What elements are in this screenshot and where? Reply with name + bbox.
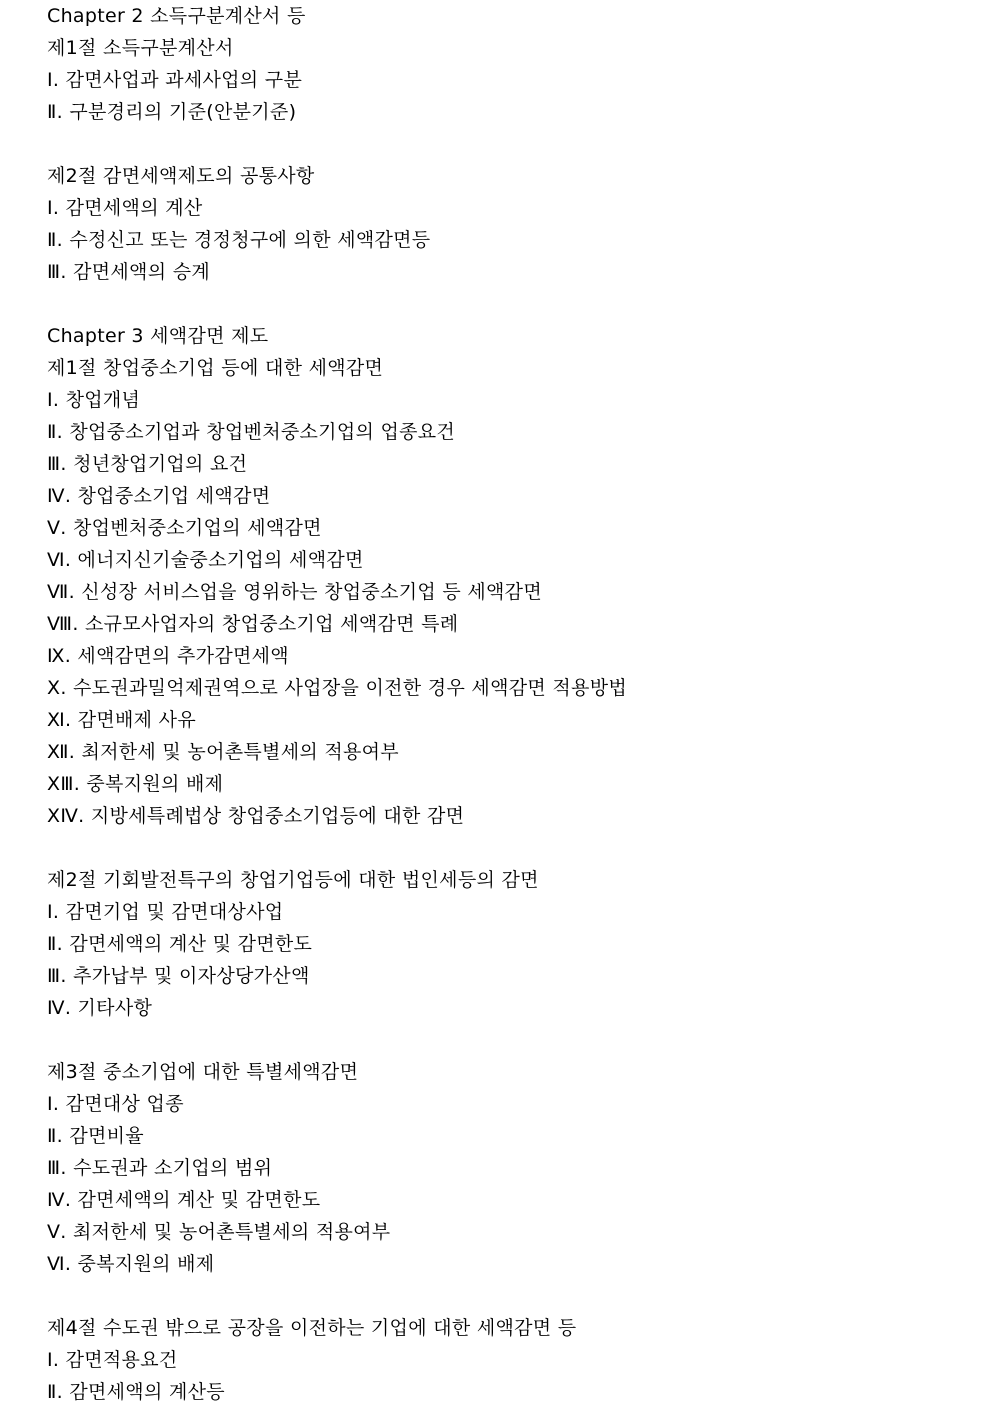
list-item: Ⅱ. 창업중소기업과 창업벤처중소기업의 업종요건 bbox=[47, 421, 456, 443]
blank-line bbox=[47, 128, 992, 160]
list-item: Ⅴ. 최저한세 및 농어촌특별세의 적용여부 bbox=[47, 1221, 391, 1243]
list-item: Ⅲ. 추가납부 및 이자상당가산액 bbox=[47, 965, 310, 987]
list-item: Ⅰ. 감면기업 및 감면대상사업 bbox=[47, 901, 284, 923]
list-item: ⅩⅢ. 중복지원의 배제 bbox=[47, 773, 224, 795]
section-heading: 제2절 감면세액제도의 공통사항 bbox=[47, 165, 315, 187]
list-item: Ⅹ. 수도권과밀억제권역으로 사업장을 이전한 경우 세액감면 적용방법 bbox=[47, 677, 628, 699]
blank-line bbox=[47, 832, 992, 864]
blank-line bbox=[47, 288, 992, 320]
list-item: Ⅲ. 감면세액의 승계 bbox=[47, 261, 210, 283]
blank-line bbox=[47, 1024, 992, 1056]
list-item: Ⅰ. 창업개념 bbox=[47, 389, 141, 411]
section-heading: 제1절 소득구분계산서 bbox=[47, 37, 234, 59]
list-item: Ⅸ. 세액감면의 추가감면세액 bbox=[47, 645, 289, 667]
section-heading: 제4절 수도권 밖으로 공장을 이전하는 기업에 대한 세액감면 등 bbox=[47, 1317, 577, 1339]
section-heading: 제2절 기회발전특구의 창업기업등에 대한 법인세등의 감면 bbox=[47, 869, 539, 891]
list-item: ⅩⅣ. 지방세특례법상 창업중소기업등에 대한 감면 bbox=[47, 805, 465, 827]
list-item: Ⅲ. 청년창업기업의 요건 bbox=[47, 453, 248, 475]
list-item: Ⅰ. 감면사업과 과세사업의 구분 bbox=[47, 69, 303, 91]
list-item: Ⅺ. 감면배제 사유 bbox=[47, 709, 196, 731]
list-item: Ⅳ. 창업중소기업 세액감면 bbox=[47, 485, 271, 507]
list-item: Ⅰ. 감면대상 업종 bbox=[47, 1093, 184, 1115]
list-item: Ⅱ. 감면세액의 계산등 bbox=[47, 1381, 225, 1403]
list-item: Ⅴ. 창업벤처중소기업의 세액감면 bbox=[47, 517, 322, 539]
list-item: Ⅻ. 최저한세 및 농어촌특별세의 적용여부 bbox=[47, 741, 399, 763]
blank-line bbox=[47, 1280, 992, 1312]
list-item: Ⅲ. 수도권과 소기업의 범위 bbox=[47, 1157, 273, 1179]
list-item: Ⅰ. 감면세액의 계산 bbox=[47, 197, 203, 219]
list-item: Ⅷ. 소규모사업자의 창업중소기업 세액감면 특례 bbox=[47, 613, 459, 635]
chapter-heading: Chapter 3 세액감면 제도 bbox=[47, 325, 269, 347]
list-item: Ⅶ. 신성장 서비스업을 영위하는 창업중소기업 등 세액감면 bbox=[47, 581, 542, 603]
section-heading: 제3절 중소기업에 대한 특별세액감면 bbox=[47, 1061, 359, 1083]
list-item: Ⅱ. 수정신고 또는 경정청구에 의한 세액감면등 bbox=[47, 229, 431, 251]
list-item: Ⅵ. 에너지신기술중소기업의 세액감면 bbox=[47, 549, 364, 571]
list-item: Ⅳ. 기타사항 bbox=[47, 997, 153, 1019]
chapter-heading: Chapter 2 소득구분계산서 등 bbox=[47, 5, 306, 27]
list-item: Ⅵ. 중복지원의 배제 bbox=[47, 1253, 215, 1275]
list-item: Ⅳ. 감면세액의 계산 및 감면한도 bbox=[47, 1189, 321, 1211]
list-item: Ⅱ. 감면비율 bbox=[47, 1125, 144, 1147]
section-heading: 제1절 창업중소기업 등에 대한 세액감면 bbox=[47, 357, 384, 379]
list-item: Ⅱ. 감면세액의 계산 및 감면한도 bbox=[47, 933, 313, 955]
list-item: Ⅱ. 구분경리의 기준(안분기준) bbox=[47, 101, 297, 123]
list-item: Ⅰ. 감면적용요건 bbox=[47, 1349, 178, 1371]
